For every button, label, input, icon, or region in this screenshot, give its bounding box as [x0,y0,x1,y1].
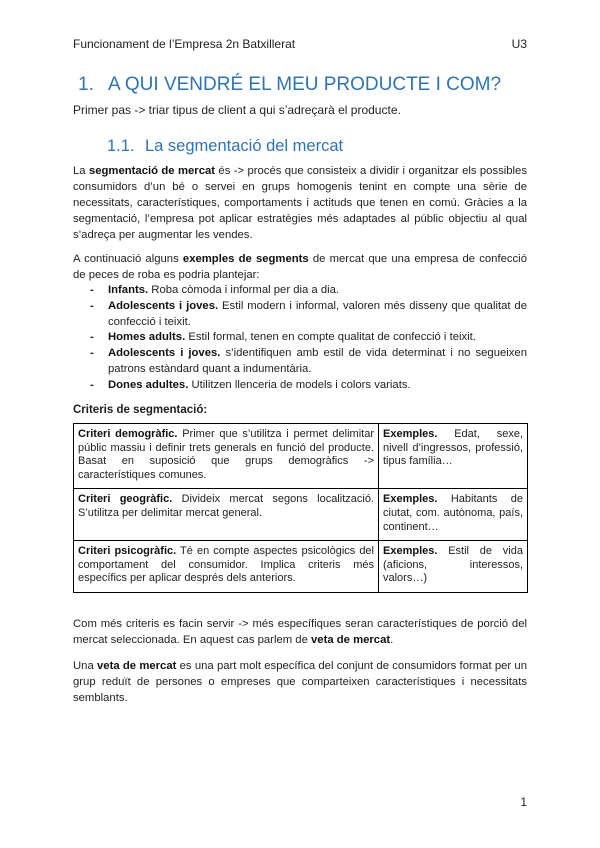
list-dash: - [90,331,94,344]
bold-term: Dones adultes. [108,378,189,391]
list-item [90,299,527,331]
section-number: 1. [78,74,94,95]
paragraph-veta-definition [73,658,527,706]
section-title: A QUI VENDRÉ EL MEU PRODUCTE I COM? [108,74,502,95]
text-run: Estil formal, tenen en compte qualitat de confecció i teixit. [185,331,476,344]
text-run: Una [73,660,97,672]
table-cell-examples [379,424,528,489]
criteria-title: Criteris de segmentació: [73,404,208,416]
text-run: La [73,165,89,177]
text-run: Primer que s’utilitza i permet delimitar públic massiu i definir trets generals en funció del producte. Basat en suposició que grups demogràfics -> característiques comunes. [78,428,374,481]
bold-term: segmentació de mercat [88,165,216,177]
criteria-table [73,423,528,593]
text-run: Estil de vida (aficions, interessos, valors…) [383,545,523,585]
subsection-title: La segmentació del mercat [145,137,344,155]
bold-term: Exemples. [383,428,438,440]
table-cell-examples [379,489,528,541]
bold-term: veta de mercat [311,634,391,646]
text-run: Roba còmoda i informal per dia a dia. [148,284,340,296]
table-row [74,489,528,541]
bold-term: Exemples. [383,545,438,558]
bold-term: Homes adults. [108,331,186,344]
text-run: Divideix mercat segons localització. S’utilitza per delimitar mercat general. [78,493,374,519]
subsection-heading [107,137,343,156]
bold-term: Exemples. [383,493,438,506]
text-run: Utilitzen llenceria de models i colors variats. [188,378,411,391]
list-dash: - [90,347,94,360]
list-dash: - [90,284,94,296]
running-header-title: Funcionament de l’Empresa 2n Batxillerat [73,37,296,51]
text-run: Com més criteris es facin servir -> més específiques seran característiques de porció del mercat seleccionada. En aquest cas parlem de [73,618,527,646]
text-run: . [390,634,394,646]
table-cell-criterion [74,424,379,489]
segments-list [90,283,527,394]
text-run: s’identifiquen amb estil de vida determinat i no segueixen patrons estàndard quant a indumentària. [108,347,528,375]
table-cell-examples [379,541,528,593]
bold-term: Criteri psicogràfic. [78,545,177,558]
section-heading [78,74,501,96]
table-row [74,541,528,593]
list-item [90,330,527,346]
text-run: es una part molt específica del conjunt de consumidors format per un grup reduït de persones o empreses que comparteixen característiques i necessitats semblants. [73,660,527,704]
running-header-unit: U3 [511,37,527,51]
paragraph-definition [73,163,527,243]
page-number: 1 [520,795,527,809]
list-item [90,283,527,299]
bold-term: Infants. [108,284,149,296]
table-cell-criterion [74,489,379,541]
bold-term: Criteri demogràfic. [78,428,178,440]
text-run: és -> procés que consisteix a dividir i organitzar els possibles consumidors d’un bé o servei en grups homogenis tenint en compte una sèrie de necessitats, característiques, comportaments i actituds que tenen en comú. Gràcies a la segmentació, l’empresa pot aplicar estratègies més adaptades al públic objectiu al qual s’adreça per augmentar les vendes. [73,165,527,241]
text-run: Habitants de ciutat, com. autònoma, país, continent… [383,493,523,533]
intro-text: Primer pas -> triar tipus de client a qui s’adreçarà el producte. [73,103,401,117]
text-run: Edat, sexe, nivell d’ingressos, professió, tipus família… [383,428,523,468]
bold-term: Adolescents i joves. [108,299,219,312]
text-run: Estil modern i informal, valoren més disseny que qualitat de confecció i teixit. [108,299,527,328]
paragraph-examples-intro [73,251,527,283]
subsection-number: 1.1. [107,137,135,155]
list-dash: - [90,299,94,312]
list-dash: - [90,378,94,391]
text-run: Té en compte aspectes psicològics del comportament del consumidor. Implica criteris més específics per aplicar després dels anteriors. [78,545,374,585]
bold-term: veta de mercat [97,660,177,672]
table-cell-criterion [74,541,379,593]
bold-term: Adolescents i joves. [108,347,221,360]
list-item [90,346,527,378]
table-row [74,424,528,489]
text-run: A continuació alguns [73,253,183,265]
bold-term: Criteri geogràfic. [78,493,173,506]
text-run: de mercat que una empresa de confecció de peces de roba es podria plantejar: [73,253,527,281]
bold-term: exemples de segments [182,253,309,265]
paragraph-more-criteria [73,616,527,648]
list-item [90,378,527,394]
